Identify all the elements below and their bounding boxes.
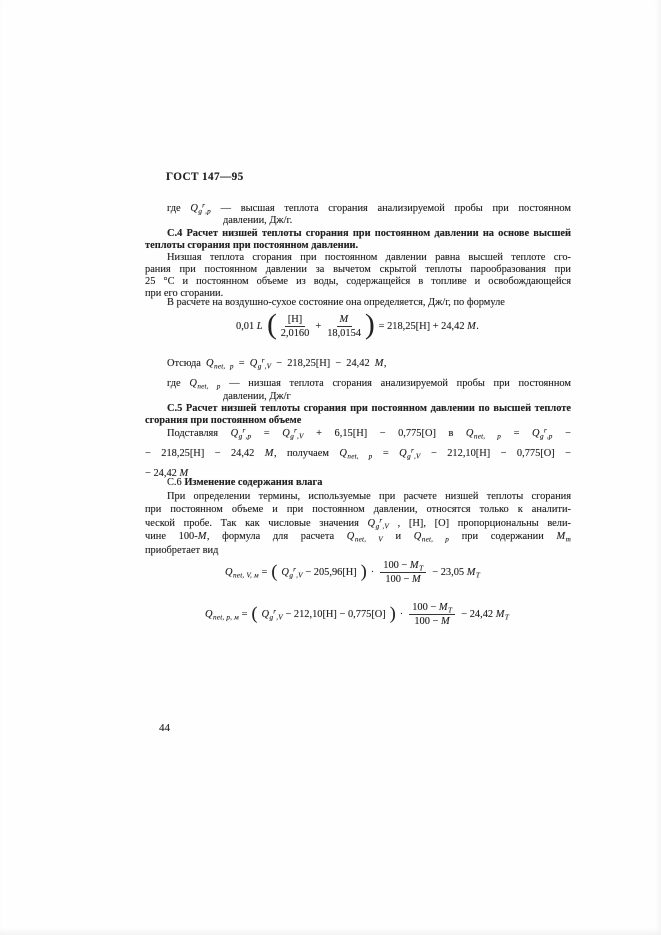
para-net-pressure-definition	[145, 252, 571, 300]
text-line: Отсюда $Q_{net, p} = Q_g^r_{,V} - 218,25[H] - 24,42$ M,	[167, 356, 387, 371]
open-paren: (	[271, 561, 278, 581]
text-line: − 218,25[H] − 24,42 M, получаем $Q_{net, p} = Q_g^r_{,V} - 212,10[H] - 0,775[O]$ −	[145, 446, 572, 461]
para-substitution	[145, 424, 571, 484]
section-c6-heading	[145, 477, 571, 489]
text-line: при его сгорании.	[145, 288, 224, 299]
text-line	[145, 477, 571, 489]
open-paren: (	[251, 603, 258, 623]
text-line: где $Q_{net, p}$ — низшая теплота сгорания анализируемой пробы при постоянном	[167, 378, 571, 391]
multiply-operator: ·	[399, 609, 404, 620]
text-line: рания при постоянном давлении за вычетом скрытой теплоты парообразования при	[145, 264, 571, 275]
fraction-hydrogen	[281, 314, 310, 339]
para-air-dry-basis	[145, 297, 571, 309]
fraction-numerator: $100 - M_T$	[380, 560, 426, 573]
text-line: давлении, Дж/г.	[223, 215, 293, 226]
text-line: давлении, Дж/г	[223, 391, 291, 402]
fraction-denominator: 100 − M	[414, 616, 450, 627]
formula-tail: − 24,42 $M_T$	[461, 609, 510, 622]
text-line: Низшая теплота сгорания при постоянном давлении равна высшей теплоте сго-	[167, 252, 571, 263]
section-c4-heading	[145, 228, 571, 252]
multiply-operator: ·	[370, 567, 375, 578]
page-number: 44	[159, 722, 170, 734]
formula-net-p-moist	[202, 602, 512, 627]
fraction-denominator: 100 − M	[385, 574, 421, 585]
text-line: − 24,42 M	[145, 468, 189, 479]
fraction-denominator: 2,0160	[280, 328, 310, 339]
close-paren: )	[360, 561, 367, 581]
section-title: Изменение содержания влага	[184, 477, 323, 488]
formula-tail: − 23,05 $M_T$	[432, 567, 481, 580]
line-otsuda-formula	[145, 358, 571, 370]
open-paren: (	[267, 308, 277, 341]
text-line: С.4 Расчет низшей теплоты сгорания при постоянном давлении на основе высшей	[167, 228, 571, 239]
text-line: Подставляя $Q_g^r_{,p} = Q_g^r_{,V} + 6,15[H] - 0,775[O]$ в $Q_{net, p} = Q_g^r_{,p}$ −	[167, 426, 572, 441]
fraction-denominator: 18,0154	[327, 328, 361, 339]
section-number: С.6	[167, 477, 182, 488]
formula-inner: $Q_g^r_{,V} - 205,96[H]$	[281, 565, 357, 580]
fraction-moisture-ratio	[380, 560, 426, 585]
text-line: сгорания при постоянном объеме	[145, 415, 302, 426]
formula-result: = 218,25[H] + 24,42 M.	[378, 321, 479, 332]
where-clause-net	[145, 377, 571, 403]
fraction-moisture-ratio	[409, 602, 455, 627]
where-clause-gross	[145, 203, 571, 227]
text-line: При определении термины, используемые при расчете низшей теплоты сгорания	[167, 491, 571, 502]
fraction-moisture	[327, 314, 361, 339]
formula-net-v-moist	[222, 560, 483, 585]
text-line: ческой пробе. Так как числовые значения $Q_g^r_{,V}$ , [H], [O] пропорциональны вели-	[145, 516, 571, 531]
plus-operator: +	[315, 321, 322, 332]
text-line: при постоянном объеме и при постоянном давлении, относятся только к аналити-	[145, 504, 571, 516]
close-paren: )	[364, 308, 375, 341]
formula-lhs: $Q_{net, p, м}$ =	[205, 609, 248, 622]
fraction-numerator: [H]	[285, 314, 305, 327]
text-line: где $Q_g^r_{,p}$ — высшая теплота сгорания анализируемой пробы при постоянном	[167, 201, 572, 216]
text-line: чине 100-M, формула для расчета $Q_{net, V}$ и $Q_{net, p}$ при содержании $M_т$	[145, 531, 572, 544]
doc-header-gost-number: ГОСТ 147—95	[166, 171, 244, 183]
text-line: С.5 Расчет низшей теплоты сгорания при постоянном давлении по высшей теплоте	[167, 403, 571, 414]
formula-latent-heat	[233, 310, 482, 343]
formula-lhs: $Q_{net, V, м}$ =	[225, 567, 268, 580]
formula-inner: $Q_g^r_{,V} - 212,10[H] - 0,775[O]$	[261, 607, 386, 622]
fraction-numerator: M	[337, 314, 352, 327]
text-line: теплоты сгорания при постоянном давлении.	[145, 240, 359, 251]
para-moisture-terms	[145, 490, 571, 557]
text-line: приобретает вид	[145, 544, 219, 556]
fraction-numerator: $100 - M_T$	[409, 602, 455, 615]
text-line: 25 °С и постоянном объеме из воды, содержащейся в топливе и освобождающейся	[145, 276, 571, 287]
formula-lead: 0,01 L	[236, 321, 263, 332]
close-paren: )	[389, 603, 396, 623]
text-line: В расчете на воздушно-сухое состояние она определяется, Дж/г, по формуле	[167, 297, 505, 308]
